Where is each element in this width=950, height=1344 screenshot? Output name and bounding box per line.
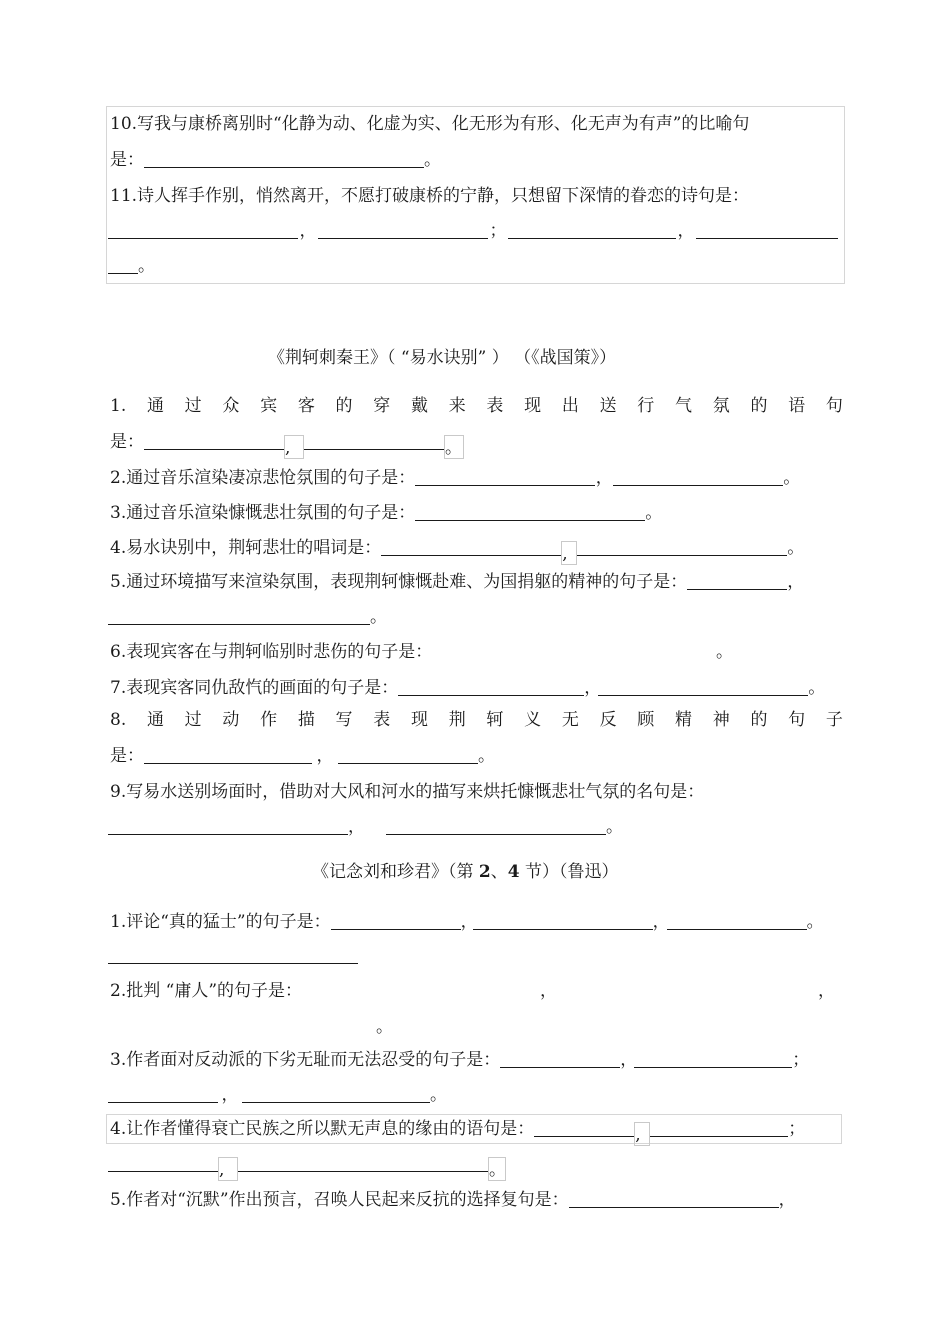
- title-number: 4: [507, 862, 520, 882]
- answer-blank[interactable]: [415, 467, 595, 486]
- answer-blank[interactable]: [108, 255, 138, 274]
- char: 宾: [260, 396, 278, 416]
- char: 来: [448, 396, 466, 416]
- comma: ，: [778, 1190, 796, 1210]
- comma: ，: [540, 981, 557, 1001]
- kangqiao-q10-text: 10.写我与康桥离别时“化静为动、化虚为实、化无形为有形、化无声为有声”的比喻句: [110, 114, 750, 134]
- char: 出: [561, 396, 579, 416]
- answer-blank[interactable]: [304, 431, 444, 450]
- liuhezhen-q3-line2: [108, 1083, 447, 1107]
- char: 顾: [637, 710, 655, 730]
- comma: ，: [316, 746, 334, 766]
- semicolon: ；: [792, 1050, 810, 1070]
- comma-box: [634, 1122, 650, 1146]
- answer-blank[interactable]: [534, 1118, 634, 1137]
- comma: ，: [299, 221, 317, 241]
- jingke-q8-line1: [110, 708, 843, 732]
- liuhezhen-q5-text: 5.作者对“沉默”作出预言，召唤人民起来反抗的选择复句是：: [110, 1190, 569, 1210]
- jingke-section-title: [268, 346, 616, 370]
- char: 反: [599, 710, 617, 730]
- char: 过: [184, 396, 202, 416]
- comma-box: [284, 435, 304, 459]
- jingke-q5-text: 5.通过环境描写来渲染氛围，表现荆轲慷慨赴难、为国捐躯的精神的句子是：: [110, 572, 688, 592]
- answer-blank[interactable]: [696, 220, 838, 239]
- kangqiao-q11-line1: [110, 184, 749, 208]
- answer-blank[interactable]: [569, 1189, 779, 1208]
- char: 句: [825, 396, 843, 416]
- char: 送: [599, 396, 617, 416]
- period: 。: [806, 912, 824, 932]
- answer-blank[interactable]: [108, 945, 358, 964]
- liuhezhen-q2-period: [376, 1015, 393, 1039]
- jingke-q6-line: [110, 640, 432, 664]
- period: 。: [783, 468, 801, 488]
- answer-blank[interactable]: [108, 1084, 218, 1103]
- char: 神: [712, 710, 730, 730]
- char: 动: [222, 710, 240, 730]
- liuhezhen-q2-comma2: [818, 979, 835, 1003]
- semicolon: ；: [489, 221, 507, 241]
- comma: ，: [652, 912, 670, 932]
- answer-blank[interactable]: [108, 816, 348, 835]
- char: 现: [410, 710, 428, 730]
- liuhezhen-q3-text: 3.作者面对反动派的下劣无耻而无法忍受的句子是：: [110, 1050, 501, 1070]
- char: 作: [260, 710, 278, 730]
- liuhezhen-q3-line: [110, 1048, 809, 1072]
- char: 现: [524, 396, 542, 416]
- liuhezhen-q1-line2: [108, 944, 358, 968]
- answer-blank[interactable]: [598, 677, 808, 696]
- answer-blank[interactable]: [108, 1153, 218, 1172]
- answer-blank[interactable]: [381, 537, 561, 556]
- answer-blank[interactable]: [650, 1118, 788, 1137]
- char: 精: [675, 710, 693, 730]
- semicolon: ；: [788, 1119, 806, 1139]
- comma: ，: [787, 572, 805, 592]
- char: 通: [146, 396, 164, 416]
- jingke-q8-label: 是：: [110, 746, 144, 766]
- answer-blank[interactable]: [338, 745, 478, 764]
- liuhezhen-section-title: [312, 860, 619, 884]
- kangqiao-q11-line3: [108, 254, 155, 278]
- period-box: [488, 1157, 506, 1181]
- answer-blank[interactable]: [386, 816, 606, 835]
- answer-blank[interactable]: [144, 745, 312, 764]
- comma: ,: [635, 1125, 641, 1145]
- char: 8.: [110, 710, 127, 730]
- jingke-q5-line2: [108, 605, 387, 629]
- period: 。: [445, 438, 462, 458]
- char: 1.: [110, 396, 127, 416]
- answer-blank[interactable]: [331, 911, 461, 930]
- title-part: 、: [490, 862, 508, 882]
- period: 。: [808, 678, 826, 698]
- jingke-q3-text: 3.通过音乐渲染慷慨悲壮氛围的句子是：: [110, 503, 416, 523]
- char: 义: [524, 710, 542, 730]
- char: 无: [561, 710, 579, 730]
- comma: ，: [221, 1085, 239, 1105]
- char: 气: [675, 396, 693, 416]
- jingke-q9-line1: [110, 780, 704, 804]
- comma-box: [218, 1157, 238, 1181]
- jingke-q7-line: [110, 676, 825, 700]
- liuhezhen-q2-comma1: [540, 979, 557, 1003]
- liuhezhen-q4-text: 4.让作者懂得衰亡民族之所以默无声息的缘由的语句是：: [110, 1119, 535, 1139]
- comma: ，: [677, 221, 695, 241]
- period: 。: [478, 746, 495, 766]
- kangqiao-q11-text: 11.诗人挥手作别，悄然离开，不愿打破康桥的宁静，只想留下深情的眷恋的诗句是：: [110, 186, 750, 206]
- comma-box: [561, 541, 577, 565]
- answer-blank[interactable]: [634, 1049, 792, 1068]
- answer-blank[interactable]: [144, 149, 424, 168]
- jingke-q1-label: 是：: [110, 432, 144, 452]
- char: 客: [297, 396, 315, 416]
- title-number: 2: [478, 862, 491, 882]
- period: 。: [370, 607, 387, 627]
- char: 氛: [712, 396, 730, 416]
- period: 。: [489, 1160, 506, 1180]
- jingke-q9-text: 9.写易水送别场面时，借助对大风和河水的描写来烘托慷慨悲壮气氛的名句是：: [110, 782, 705, 802]
- title-part: 《记念刘和珍君》（第: [312, 862, 479, 882]
- kangqiao-q10-line1: [110, 112, 749, 136]
- comma: ,: [219, 1160, 225, 1180]
- jingke-q9-line2: [108, 815, 623, 839]
- period: 。: [716, 642, 733, 662]
- jingke-q6-text: 6.表现宾客在与荆轲临别时悲伤的句子是：: [110, 642, 433, 662]
- jingke-q3-line: [110, 501, 662, 525]
- liuhezhen-q1-text: 1.评论“真的猛士”的句子是：: [110, 912, 331, 932]
- kangqiao-q11-line2: [108, 219, 838, 243]
- char: 的: [750, 710, 768, 730]
- char: 描: [297, 710, 315, 730]
- char: 语: [788, 396, 806, 416]
- char: 的: [335, 396, 353, 416]
- kangqiao-q10-line2: [110, 148, 441, 172]
- char: 众: [222, 396, 240, 416]
- char: 的: [750, 396, 768, 416]
- liuhezhen-q4-line2: [108, 1152, 506, 1181]
- jingke-q4-text: 4.易水诀别中，荆轲悲壮的唱词是：: [110, 538, 382, 558]
- jingke-q4-line: [110, 536, 804, 565]
- liuhezhen-q5-line: [110, 1188, 796, 1212]
- char: 轲: [486, 710, 504, 730]
- jingke-q5-line1: [110, 570, 804, 594]
- liuhezhen-q2-line: [110, 979, 302, 1003]
- jingke-q8-line2: [110, 744, 495, 768]
- title-part: 节）（鲁迅）: [519, 862, 619, 882]
- comma: ,: [562, 544, 568, 564]
- answer-blank[interactable]: [144, 431, 284, 450]
- jingke-q2-line: [110, 466, 800, 490]
- char: 通: [146, 710, 164, 730]
- answer-blank[interactable]: [687, 571, 787, 590]
- liuhezhen-q2-text: 2.批判 “庸人”的句子是：: [110, 981, 303, 1001]
- jingke-q1-line1: [110, 394, 843, 418]
- jingke-q2-text: 2.通过音乐渲染凄凉悲怆氛围的句子是：: [110, 468, 416, 488]
- period: 。: [787, 538, 805, 558]
- jingke-q1-line2: [110, 430, 464, 459]
- answer-blank[interactable]: [238, 1153, 488, 1172]
- period: 。: [138, 256, 155, 276]
- char: 行: [637, 396, 655, 416]
- comma: ，: [584, 678, 602, 698]
- liuhezhen-q4-line: [110, 1117, 805, 1146]
- comma: ，: [348, 817, 365, 837]
- liuhezhen-q1-line: [110, 910, 824, 934]
- answer-blank[interactable]: [242, 1084, 430, 1103]
- answer-blank[interactable]: [667, 911, 807, 930]
- comma: ，: [460, 912, 478, 932]
- period-box: [444, 435, 464, 459]
- period: 。: [430, 1085, 447, 1105]
- period: 。: [376, 1017, 393, 1037]
- answer-blank[interactable]: [500, 1049, 620, 1068]
- answer-blank[interactable]: [108, 606, 370, 625]
- answer-blank[interactable]: [318, 220, 488, 239]
- comma: ,: [285, 438, 291, 458]
- period: 。: [645, 503, 663, 523]
- char: 表: [486, 396, 504, 416]
- answer-blank[interactable]: [577, 537, 787, 556]
- char: 子: [825, 710, 843, 730]
- kangqiao-q10-label: 是：: [110, 150, 144, 170]
- comma: ，: [595, 468, 613, 488]
- char: 戴: [410, 396, 428, 416]
- char: 句: [788, 710, 806, 730]
- answer-blank[interactable]: [108, 220, 298, 239]
- comma: ，: [818, 981, 835, 1001]
- answer-blank[interactable]: [613, 467, 783, 486]
- answer-blank[interactable]: [415, 502, 645, 521]
- char: 过: [184, 710, 202, 730]
- answer-blank[interactable]: [473, 911, 653, 930]
- char: 穿: [373, 396, 391, 416]
- char: 荆: [448, 710, 466, 730]
- period: 。: [606, 817, 623, 837]
- comma: ，: [620, 1050, 638, 1070]
- jingke-q7-text: 7.表现宾客同仇敌忾的画面的句子是：: [110, 678, 399, 698]
- period: 。: [424, 150, 441, 170]
- char: 表: [373, 710, 391, 730]
- answer-blank[interactable]: [508, 220, 676, 239]
- jingke-title-text: 《荆轲刺秦王》（ “易水诀别” ） （《战国策》）: [268, 348, 617, 368]
- char: 写: [335, 710, 353, 730]
- answer-blank[interactable]: [398, 677, 584, 696]
- jingke-q6-period: [716, 640, 733, 664]
